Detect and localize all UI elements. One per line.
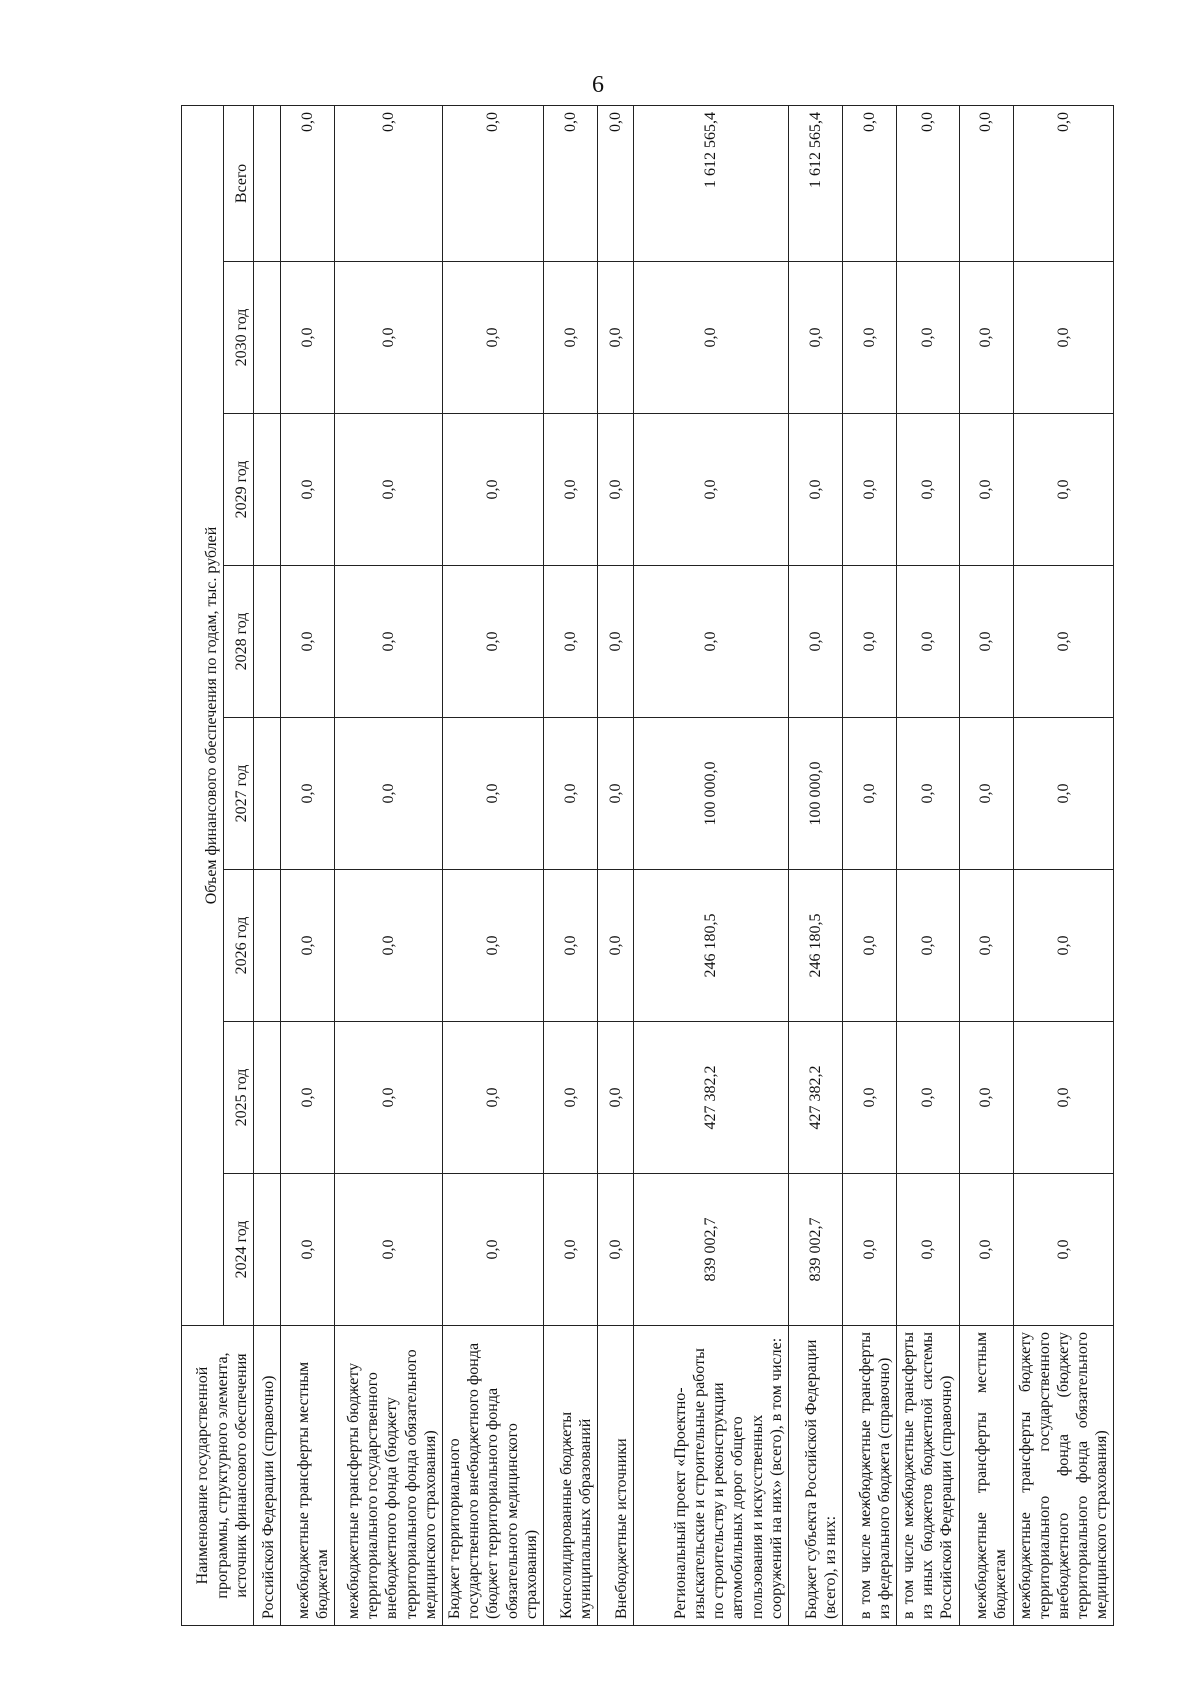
row-name-cell: Бюджет субъекта Российской Федерации (всего), из них: [788, 1326, 842, 1626]
value-cell: 0,0 [633, 414, 788, 566]
row-name-cell: межбюджетные трансферты местным бюджетам [281, 1326, 335, 1626]
value-cell: 839 002,7 [788, 1174, 842, 1326]
value-cell: 0,0 [443, 566, 544, 718]
value-cell: 0,0 [443, 870, 544, 1022]
value-cell: 0,0 [335, 718, 443, 870]
value-cell: 0,0 [896, 566, 959, 718]
name-column-header: Наименование государственной программы, структурного элемента, источник финансового обеспечения [182, 1326, 254, 1626]
value-cell: 0,0 [788, 566, 842, 718]
value-cell: 0,0 [543, 566, 597, 718]
financing-table-rotated [181, 106, 1111, 1626]
value-cell: 0,0 [443, 1022, 544, 1174]
value-cell: 246 180,5 [788, 870, 842, 1022]
row-name-cell: Внебюджетные источники [597, 1326, 633, 1626]
total-value-cell: 0,0 [1013, 105, 1114, 261]
value-cell: 0,0 [281, 1022, 335, 1174]
year-column-header: 2028 год [224, 566, 254, 718]
value-cell: 0,0 [842, 718, 896, 870]
value-cell: 0,0 [543, 1022, 597, 1174]
table-row [281, 105, 335, 1625]
value-cell: 0,0 [896, 1174, 959, 1326]
total-value-cell: 0,0 [443, 105, 544, 261]
financing-table [181, 105, 1114, 1626]
total-value-cell: 0,0 [896, 105, 959, 261]
value-cell: 0,0 [543, 414, 597, 566]
value-cell: 0,0 [335, 566, 443, 718]
year-column-header: 2029 год [224, 414, 254, 566]
value-cell: 0,0 [788, 414, 842, 566]
value-cell: 0,0 [1013, 1174, 1114, 1326]
value-cell: 0,0 [281, 414, 335, 566]
value-cell: 0,0 [443, 718, 544, 870]
value-cell [254, 414, 281, 566]
value-cell: 0,0 [281, 718, 335, 870]
value-cell: 0,0 [896, 718, 959, 870]
total-value-cell: 0,0 [543, 105, 597, 261]
row-name-cell: Региональный проект «Проектно-изыскательские и строительные работы по строительству и реконструкции автомобильных дорог общего пользования и искусственных сооружений на них» (всего), в том числе: [633, 1326, 788, 1626]
total-value-cell: 1 612 565,4 [788, 105, 842, 261]
value-cell: 0,0 [633, 566, 788, 718]
row-name-cell: в том числе межбюджетные трансферты из федерального бюджета (справочно) [842, 1326, 896, 1626]
value-cell: 0,0 [788, 262, 842, 414]
value-cell: 0,0 [842, 262, 896, 414]
value-cell [254, 1022, 281, 1174]
value-cell: 0,0 [543, 718, 597, 870]
total-value-cell: 0,0 [597, 105, 633, 261]
year-column-header: 2027 год [224, 718, 254, 870]
table-row [959, 105, 1013, 1625]
value-cell: 0,0 [543, 1174, 597, 1326]
value-cell: 0,0 [597, 718, 633, 870]
year-column-header: 2030 год [224, 262, 254, 414]
value-cell: 0,0 [597, 414, 633, 566]
value-cell: 0,0 [281, 1174, 335, 1326]
value-cell: 100 000,0 [788, 718, 842, 870]
total-value-cell [254, 105, 281, 261]
value-cell: 0,0 [959, 566, 1013, 718]
value-cell: 0,0 [543, 870, 597, 1022]
value-cell: 0,0 [281, 566, 335, 718]
table-row [842, 105, 896, 1625]
value-cell: 0,0 [1013, 414, 1114, 566]
value-cell: 0,0 [1013, 262, 1114, 414]
value-cell: 0,0 [959, 1022, 1013, 1174]
table-row [543, 105, 597, 1625]
value-cell: 0,0 [842, 566, 896, 718]
table-row [788, 105, 842, 1625]
value-cell: 0,0 [896, 262, 959, 414]
value-cell [254, 718, 281, 870]
value-cell: 0,0 [597, 262, 633, 414]
value-cell: 0,0 [896, 414, 959, 566]
value-cell: 0,0 [896, 870, 959, 1022]
value-cell: 0,0 [335, 870, 443, 1022]
row-name-cell: Бюджет территориального государственного внебюджетного фонда (бюджет территориального фонда обязательного медицинского страхования) [443, 1326, 544, 1626]
value-cell: 0,0 [443, 414, 544, 566]
total-column-header: Всего [224, 105, 254, 261]
value-cell: 0,0 [896, 1022, 959, 1174]
value-cell: 0,0 [597, 566, 633, 718]
value-cell: 427 382,2 [788, 1022, 842, 1174]
value-cell: 0,0 [1013, 566, 1114, 718]
value-cell: 0,0 [959, 718, 1013, 870]
value-cell: 0,0 [959, 414, 1013, 566]
value-cell: 100 000,0 [633, 718, 788, 870]
table-row [597, 105, 633, 1625]
row-name-cell: в том числе межбюджетные трансферты из иных бюджетов бюджетной системы Российской Федерации (справочно) [896, 1326, 959, 1626]
value-cell: 0,0 [335, 414, 443, 566]
total-value-cell: 0,0 [335, 105, 443, 261]
year-column-header: 2025 год [224, 1022, 254, 1174]
table-row [1013, 105, 1114, 1625]
value-cell: 0,0 [335, 262, 443, 414]
table-row [633, 105, 788, 1625]
row-name-cell: межбюджетные трансферты бюджету территориального государственного внебюджетного фонда (бюджету территориального фонда обязательного медицинского страхования) [335, 1326, 443, 1626]
total-value-cell: 1 612 565,4 [633, 105, 788, 261]
value-cell: 427 382,2 [633, 1022, 788, 1174]
table-row [443, 105, 544, 1625]
value-cell: 0,0 [597, 1174, 633, 1326]
value-cell: 0,0 [842, 1022, 896, 1174]
table-row [254, 105, 281, 1625]
row-name-cell: межбюджетные трансферты местным бюджетам [959, 1326, 1013, 1626]
value-cell: 839 002,7 [633, 1174, 788, 1326]
value-cell [254, 1174, 281, 1326]
row-name-cell: межбюджетные трансферты бюджету территориального государственного внебюджетного фонда (бюджету территориального фонда обязательного медицинского страхования) [1013, 1326, 1114, 1626]
table-row [896, 105, 959, 1625]
value-cell: 0,0 [633, 262, 788, 414]
value-cell: 246 180,5 [633, 870, 788, 1022]
value-cell: 0,0 [842, 1174, 896, 1326]
year-column-header: 2024 год [224, 1174, 254, 1326]
value-cell: 0,0 [443, 262, 544, 414]
value-cell: 0,0 [543, 262, 597, 414]
value-cell: 0,0 [959, 262, 1013, 414]
value-cell: 0,0 [959, 1174, 1013, 1326]
value-cell: 0,0 [1013, 870, 1114, 1022]
table-row [335, 105, 443, 1625]
value-cell: 0,0 [335, 1174, 443, 1326]
value-cell: 0,0 [842, 414, 896, 566]
value-cell: 0,0 [281, 262, 335, 414]
row-name-cell: Консолидированные бюджеты муниципальных образований [543, 1326, 597, 1626]
row-name-cell: Российской Федерации (справочно) [254, 1326, 281, 1626]
total-value-cell: 0,0 [281, 105, 335, 261]
year-column-header: 2026 год [224, 870, 254, 1022]
total-value-cell: 0,0 [842, 105, 896, 261]
total-value-cell: 0,0 [959, 105, 1013, 261]
value-cell: 0,0 [443, 1174, 544, 1326]
value-cell [254, 262, 281, 414]
value-cell: 0,0 [281, 870, 335, 1022]
page-number: 6 [592, 72, 604, 98]
value-cell: 0,0 [597, 1022, 633, 1174]
value-cell: 0,0 [959, 870, 1013, 1022]
value-cell: 0,0 [335, 1022, 443, 1174]
value-cell: 0,0 [842, 870, 896, 1022]
value-cell: 0,0 [1013, 718, 1114, 870]
value-cell: 0,0 [597, 870, 633, 1022]
value-cell: 0,0 [1013, 1022, 1114, 1174]
value-cell [254, 566, 281, 718]
value-cell [254, 870, 281, 1022]
financing-group-header: Объем финансового обеспечения по годам, тыс. рублей [182, 105, 224, 1325]
